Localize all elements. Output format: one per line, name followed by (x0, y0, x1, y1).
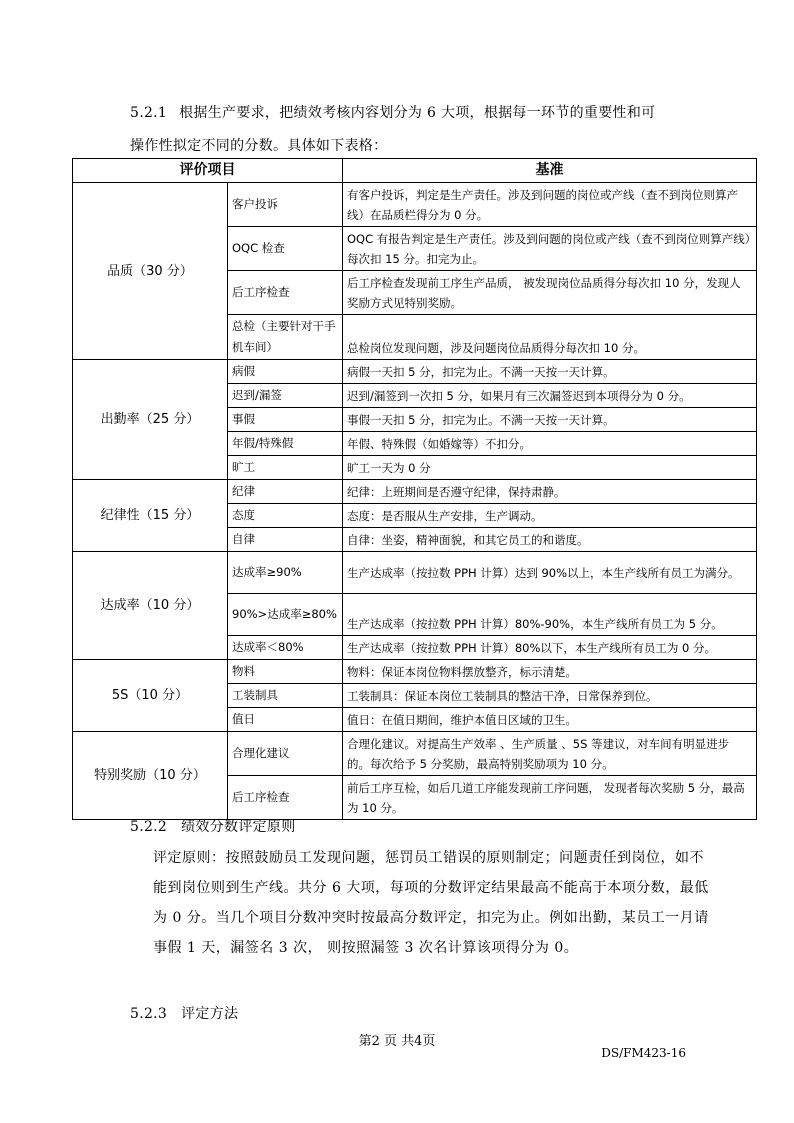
item-cell: 工装制具 (228, 684, 343, 708)
section-heading (130, 816, 296, 836)
standard-cell: 总检岗位发现问题，涉及问题岗位品质得分每次扣 10 分。 (343, 315, 757, 360)
item-cell: 迟到/漏签 (228, 384, 343, 408)
item-cell: 达成率≥90% (228, 552, 343, 594)
item-cell: 年假/特殊假 (228, 432, 343, 456)
standard-cell: 工装制具：保证本岗位工装制具的整洁干净，日常保养到位。 (343, 684, 757, 708)
item-cell: OQC 检查 (228, 227, 343, 271)
standard-cell: 生产达成率（按拉数 PPH 计算）80%以下，本生产线所有员工为 0 分。 (343, 636, 757, 660)
standard-cell: OQC 有报告判定是生产责任。涉及到问题的岗位或产线（查不到岗位则算产线）每次扣 15 分。扣完为止。 (343, 227, 757, 271)
table-header-row (73, 159, 757, 183)
intro-paragraph (130, 97, 720, 163)
item-cell: 达成率＜80% (228, 636, 343, 660)
standard-cell: 旷工一天为 0 分 (343, 456, 757, 480)
table-row (73, 732, 757, 776)
standard-cell: 合理化建议。对提高生产效率 、生产质量 、5S 等建议，对车间有明显进步的。每次给予 5 分奖励，最高特别奖励项为 10 分。 (343, 732, 757, 776)
standard-cell: 生产达成率（按拉数 PPH 计算）80%-90%，本生产线所有员工为 5 分。 (343, 594, 757, 636)
table-row (73, 360, 757, 384)
standard-cell: 事假一天扣 5 分，扣完为止。不满一天按一天计算。 (343, 408, 757, 432)
item-cell: 自律 (228, 528, 343, 552)
table-row (73, 480, 757, 504)
header-standard: 基准 (343, 159, 757, 183)
category-cell: 纪律性（15 分） (73, 480, 228, 552)
table-row (73, 660, 757, 684)
standard-cell: 态度：是否服从生产安排，生产调动。 (343, 504, 757, 528)
evaluation-table (72, 158, 757, 820)
section-number: 5.2.2 (130, 819, 168, 835)
intro-line-2: 操作性拟定不同的分数。具体如下表格： (130, 138, 388, 154)
table-row (73, 183, 757, 227)
category-cell: 5S（10 分） (73, 660, 228, 732)
table-row (73, 552, 757, 594)
item-cell: 物料 (228, 660, 343, 684)
section-heading (130, 1003, 238, 1023)
section-number: 5.2.1 (130, 105, 168, 121)
category-cell: 品质（30 分） (73, 183, 228, 360)
standard-cell: 物料：保证本岗位物料摆放整齐，标示清楚。 (343, 660, 757, 684)
category-cell: 达成率（10 分） (73, 552, 228, 660)
standard-cell: 值日：在值日期间，维护本值日区域的卫生。 (343, 708, 757, 732)
category-cell: 特别奖励（10 分） (73, 732, 228, 820)
intro-text-1: 根据生产要求，把绩效考核内容划分为 6 大项，根据每一环节的重要性和可 (179, 105, 656, 121)
item-cell: 纪律 (228, 480, 343, 504)
section-title: 绩效分数评定原则 (181, 819, 296, 835)
item-cell: 后工序检查 (228, 271, 343, 315)
standard-cell: 生产达成率（按拉数 PPH 计算）达到 90%以上，本生产线所有员工为满分。 (343, 552, 757, 594)
standard-cell: 年假、特殊假（如婚嫁等）不扣分。 (343, 432, 757, 456)
standard-cell: 有客户投诉，判定是生产责任。涉及到问题的岗位或产线（查不到岗位则算产线）在品质栏得分为 0 分。 (343, 183, 757, 227)
item-cell: 态度 (228, 504, 343, 528)
section-title: 评定方法 (181, 1006, 239, 1022)
item-cell: 客户投诉 (228, 183, 343, 227)
item-cell: 总检（主要针对干手机车间） (228, 315, 343, 360)
item-cell: 旷工 (228, 456, 343, 480)
standard-cell: 迟到/漏签到一次扣 5 分，如果月有三次漏签迟到本项得分为 0 分。 (343, 384, 757, 408)
section-number: 5.2.3 (130, 1006, 168, 1022)
document-code: DS/FM423-16 (601, 1046, 686, 1060)
principle-paragraph: 评定原则：按照鼓励员工发现问题，惩罚员工错误的原则制定；问题责任到岗位，如不能到岗位则到生产线。共分 6 大项，每项的分数评定结果最高不能高于本项分数，最低为 0 分。当几个项目分数冲突时按最高分数评定，扣完为止。例如出勤，某员工一月请事假 1 天，漏签名 3 次， 则按照漏签 3 次名计算该项得分为 0。 (153, 850, 709, 956)
item-cell: 90%>达成率≥80% (228, 594, 343, 636)
standard-cell: 纪律：上班期间是否遵守纪律，保持肃静。 (343, 480, 757, 504)
item-cell: 病假 (228, 360, 343, 384)
standard-cell: 前后工序互检，如后几道工序能发现前工序问题， 发现者每次奖励 5 分，最高为 10 分。 (343, 776, 757, 820)
item-cell: 合理化建议 (228, 732, 343, 776)
header-item: 评价项目 (73, 159, 343, 183)
page-number: 第2 页 共4页 (358, 1034, 436, 1049)
intro-line-1 (130, 97, 720, 130)
item-cell: 后工序检查 (228, 776, 343, 820)
standard-cell: 后工序检查发现前工序生产品质， 被发现岗位品质得分每次扣 10 分，发现人奖励方式见特别奖励。 (343, 271, 757, 315)
standard-cell: 自律：坐姿，精神面貌，和其它员工的和谐度。 (343, 528, 757, 552)
category-cell: 出勤率（25 分） (73, 360, 228, 480)
standard-cell: 病假一天扣 5 分，扣完为止。不满一天按一天计算。 (343, 360, 757, 384)
item-cell: 事假 (228, 408, 343, 432)
item-cell: 值日 (228, 708, 343, 732)
